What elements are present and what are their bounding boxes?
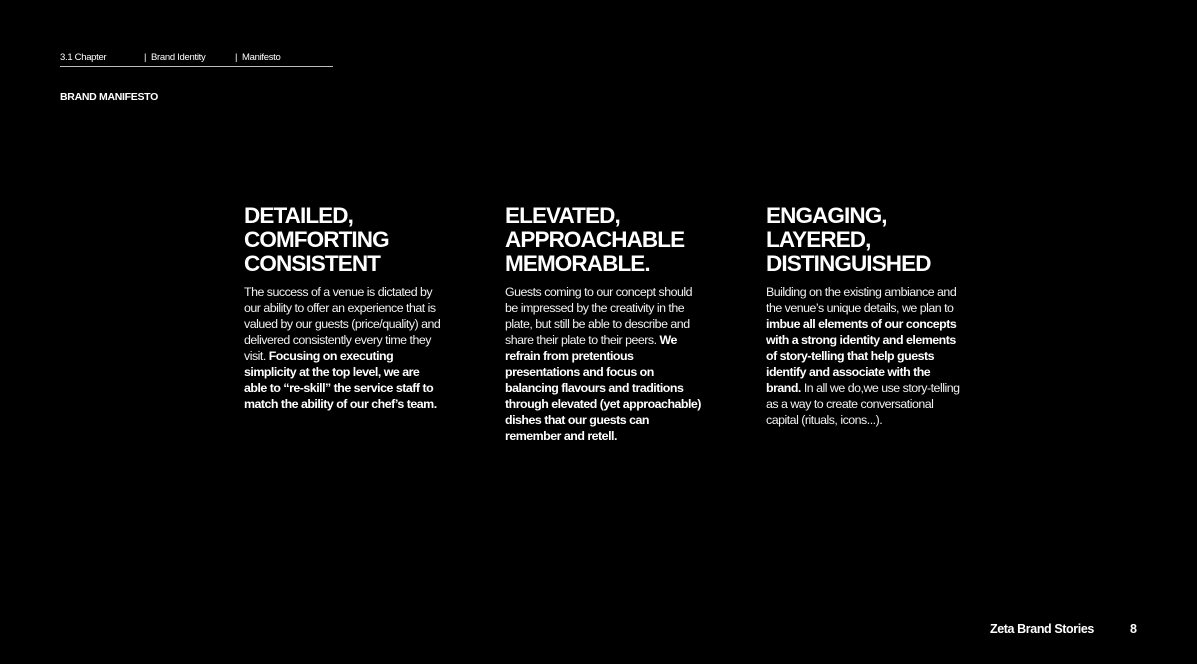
- heading-line: APPROACHABLE: [505, 227, 685, 252]
- breadcrumb-brand-identity: Brand Identity: [151, 52, 206, 63]
- breadcrumb-separator: |: [144, 52, 147, 63]
- breadcrumb-separator: |: [235, 52, 238, 63]
- body-intro: Guests coming to our concept should be impressed by the creativity in the plate, but still be able to describe and share their plate to their peers.: [505, 285, 693, 347]
- heading-line: COMFORTING: [244, 227, 389, 252]
- manifesto-column-2: [505, 204, 705, 444]
- column-heading: [505, 204, 705, 276]
- footer-brand: Zeta Brand Stories: [990, 622, 1094, 636]
- heading-line: ENGAGING,: [766, 203, 887, 228]
- manifesto-column-3: [766, 204, 966, 428]
- heading-line: CONSISTENT: [244, 251, 381, 276]
- column-body: [505, 284, 705, 444]
- breadcrumb: [60, 52, 333, 67]
- body-emphasis: We refrain from pretentious presentations and focus on balancing flavours and traditions through elevated (yet approachable) dishes that our guests can remember and retell.: [505, 333, 701, 443]
- manifesto-column-1: [244, 204, 444, 412]
- heading-line: ELEVATED,: [505, 203, 620, 228]
- heading-line: MEMORABLE.: [505, 251, 650, 276]
- body-emphasis: Focusing on executing simplicity at the top level, we are able to “re-skill” the service staff to match the ability of our chef’s team.: [244, 349, 437, 411]
- heading-line: DISTINGUISHED: [766, 251, 931, 276]
- section-title: BRAND MANIFESTO: [60, 91, 158, 103]
- page-number: 8: [1130, 622, 1137, 636]
- body-intro: The success of a venue is dictated by our ability to offer an experience that is valued by our guests (price/quality) and delivered consistently every time they visit.: [244, 285, 441, 363]
- breadcrumb-chapter: 3.1 Chapter: [60, 52, 107, 63]
- body-outro: In all we do,we use story-telling as a way to create conversational capital (rituals, icons...).: [766, 381, 960, 427]
- column-body: [766, 284, 966, 428]
- body-intro: Building on the existing ambiance and the venue’s unique details, we plan to: [766, 285, 957, 315]
- column-body: [244, 284, 444, 412]
- body-emphasis: imbue all elements of our concepts with a strong identity and elements of story-telling that help guests identify and associate with the brand.: [766, 317, 957, 395]
- breadcrumb-manifesto: Manifesto: [242, 52, 281, 63]
- heading-line: LAYERED,: [766, 227, 871, 252]
- column-heading: [766, 204, 966, 276]
- heading-line: DETAILED,: [244, 203, 353, 228]
- column-heading: [244, 204, 444, 276]
